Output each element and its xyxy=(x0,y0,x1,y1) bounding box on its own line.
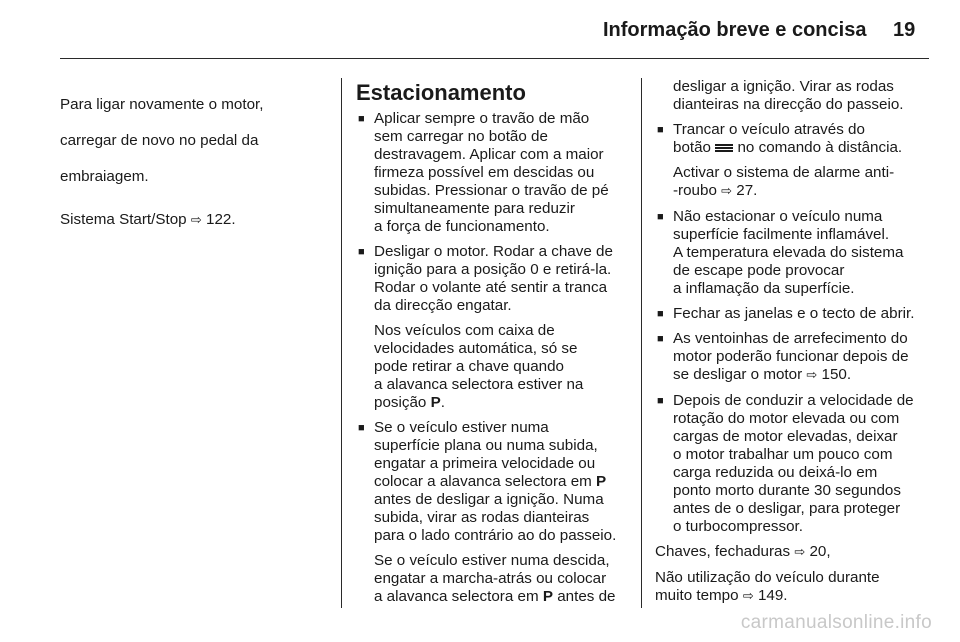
page-reference-arrow-icon: ⇨ xyxy=(806,368,818,383)
page-reference-link[interactable]: 150. xyxy=(821,366,852,383)
page-title: Informação breve e concisa xyxy=(603,19,867,41)
bullet-subparagraph: Activar o sistema de alarme anti- -roubo ⇨ 27. xyxy=(673,164,895,199)
page-reference-link[interactable]: 20, xyxy=(809,543,831,560)
page-reference-arrow-icon: ⇨ xyxy=(721,184,733,199)
bullet-continuation: desligar a ignição. Virar as rodas dianteiras na direcção do passeio. xyxy=(673,78,904,113)
column-3 xyxy=(655,78,930,613)
bullet-item: ■ As ventoinhas de arrefecimento do motor poderão funcionar depois de se desligar o motor ⇨ 150. xyxy=(655,330,930,385)
page-reference-arrow-icon: ⇨ xyxy=(190,213,202,228)
page-reference-link[interactable]: 27. xyxy=(736,182,758,199)
paragraph-keys-ref: Chaves, fechaduras ⇨ 20, xyxy=(655,543,831,560)
page-reference-link[interactable]: 122. xyxy=(206,211,236,228)
column-divider xyxy=(641,78,642,608)
watermark: carmanualsonline.info xyxy=(740,612,932,633)
paragraph-restart: Para ligar novamente o motor, carregar de novo no pedal da embraiagem. xyxy=(60,96,264,185)
bullet-item: ■ Trancar o veículo através do botão no comando à distância. Activar o sistema de alarme anti- -roubo ⇨ 27. xyxy=(655,121,930,201)
page-header xyxy=(0,0,960,58)
bullet-item: ■ Aplicar sempre o travão de mão sem carregar no botão de destravagem. Aplicar com a maior firmeza possível em descidas ou subidas. Pressionar o travão de pé simultaneamente para reduzir a força de funcionamento. xyxy=(356,110,628,236)
bullet-item: ■ Fechar as janelas e o tecto de abrir. xyxy=(655,305,930,323)
column-1 xyxy=(60,78,330,237)
paragraph-storage-ref: Não utilização do veículo durante muito tempo ⇨ 149. xyxy=(655,569,880,604)
bullet-item: ■ Desligar o motor. Rodar a chave de ignição para a posição 0 e retirá-la. Rodar o volante até sentir a tranca da direcção engatar. Nos veículos com caixa de velocidades automática, só se pode retirar a chave quando a alavanca selectora estiver na posição P. xyxy=(356,243,628,412)
bullet-subparagraph: Nos veículos com caixa de velocidades automática, só se pode retirar a chave quando a alavanca selectora estiver na posição P. xyxy=(374,322,584,411)
bullet-item: ■ Não estacionar o veículo numa superfície facilmente inflamável. A temperatura elevada do sistema de escape pode provocar a inflamação da superfície. xyxy=(655,208,930,298)
column-divider xyxy=(341,78,342,608)
page-number: 19 xyxy=(893,19,916,41)
column-2 xyxy=(356,78,628,613)
section-heading: Estacionamento xyxy=(356,80,526,105)
page-reference-arrow-icon: ⇨ xyxy=(794,545,806,560)
page-reference-arrow-icon: ⇨ xyxy=(742,589,754,604)
header-rule xyxy=(60,58,929,59)
lock-button-icon xyxy=(715,144,733,152)
page-reference-link[interactable]: 149. xyxy=(757,587,788,604)
bullet-item: ■ Depois de conduzir a velocidade de rotação do motor elevada ou com cargas de motor elevadas, deixar o motor trabalhar um pouco com carga reduzida ou deixá-lo em ponto morto durante 30 segundos antes de o desligar, para proteger o turbocompressor. xyxy=(655,392,930,536)
bullet-subparagraph: Se o veículo estiver numa descida, engatar a marcha-atrás ou colocar a alavanca selectora em P antes de xyxy=(374,552,616,605)
paragraph-start-stop-ref: Sistema Start/Stop ⇨ 122. xyxy=(60,211,236,228)
bullet-item: ■ Se o veículo estiver numa superfície plana ou numa subida, engatar a primeira velocidade ou colocar a alavanca selectora em P antes de desligar a ignição. Numa subida, virar as rodas dianteiras para o lado contrário ao do passeio. Se o veículo estiver numa descida, engatar a marcha-atrás ou colocar a alavanca selectora em P antes de xyxy=(356,419,628,606)
